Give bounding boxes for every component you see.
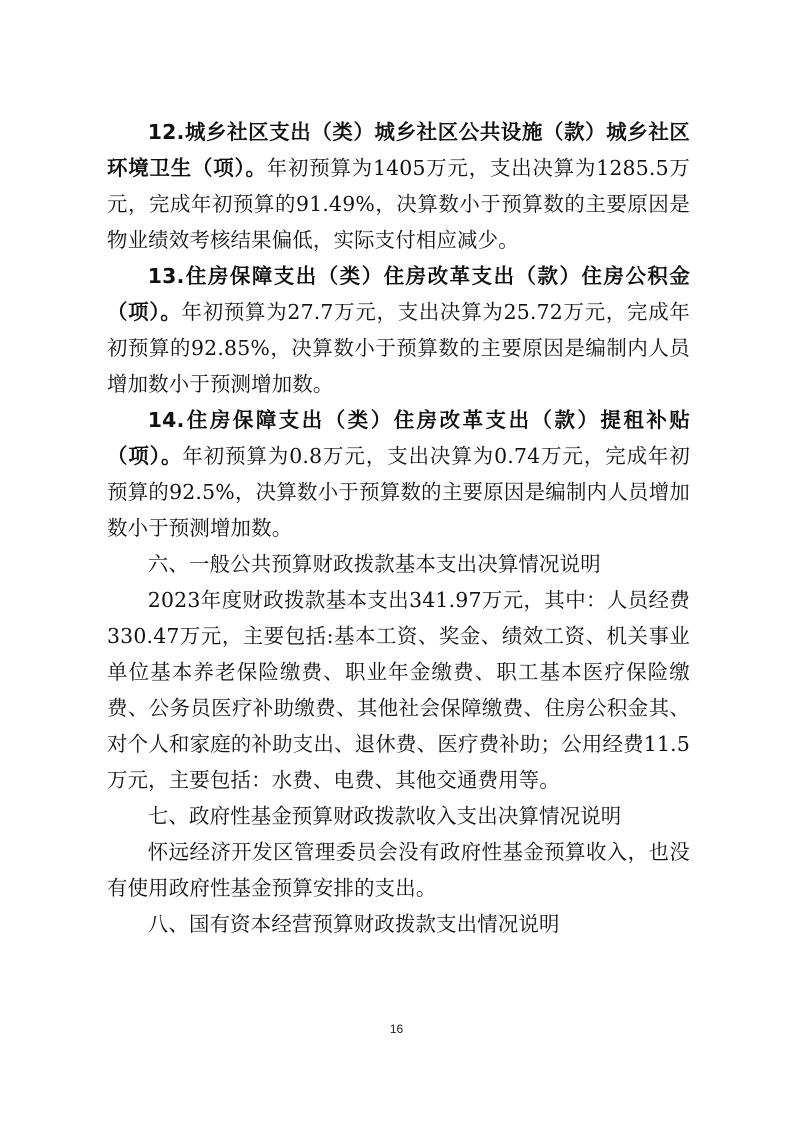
- paragraph-item-14: [107, 402, 690, 546]
- paragraph-item-12: [107, 114, 690, 258]
- section-8-heading: 八、国有资本经营预算财政拨款支出情况说明: [147, 912, 560, 936]
- section-7-heading: 七、政府性基金预算财政拨款收入支出决算情况说明: [147, 804, 622, 828]
- section-7-text: 怀远经济开发区管理委员会没有政府性基金预算收入，也没有使用政府性基金预算安排的支出。: [107, 840, 690, 900]
- section-6-heading: 六、一般公共预算财政拨款基本支出决算情况说明: [147, 552, 601, 576]
- item-14-lead: 14.住房保障支出（类）住房改革支出（款）提租补贴（项）。: [107, 408, 690, 468]
- document-body: [107, 114, 690, 942]
- item-14-text: 年初预算为0.8万元，支出决算为0.74万元，完成年初预算的92.5%，决算数小于预算数的主要原因是编制内人员增加数小于预测增加数。: [107, 444, 690, 540]
- item-13-lead: 13.住房保障支出（类）住房改革支出（款）住房公积金（项）。: [107, 264, 690, 324]
- section-6-text: 2023年度财政拨款基本支出341.97万元，其中：人员经费330.47万元，主要包括:基本工资、奖金、绩效工资、机关事业单位基本养老保险缴费、职业年金缴费、职工基本医疗保险缴费、公务员医疗补助缴费、其他社会保障缴费、住房公积金其、对个人和家庭的补助支出、退休费、医疗费补助；公用经费11.5万元，主要包括：水费、电费、其他交通费用等。: [107, 588, 690, 792]
- paragraph-item-13: [107, 258, 690, 402]
- item-12-lead: 12.城乡社区支出（类）城乡社区公共设施（款）城乡社区环境卫生（项）。: [107, 120, 690, 180]
- page-number: 16: [389, 1022, 404, 1036]
- item-13-text: 年初预算为27.7万元，支出决算为25.72万元，完成年初预算的92.85%，决算数小于预算数的主要原因是编制内人员增加数小于预测增加数。: [107, 300, 691, 396]
- item-12-text: 年初预算为1405万元，支出决算为1285.5万元，完成年初预算的91.49%，决算数小于预算数的主要原因是物业绩效考核结果偏低，实际支付相应减少。: [107, 156, 690, 252]
